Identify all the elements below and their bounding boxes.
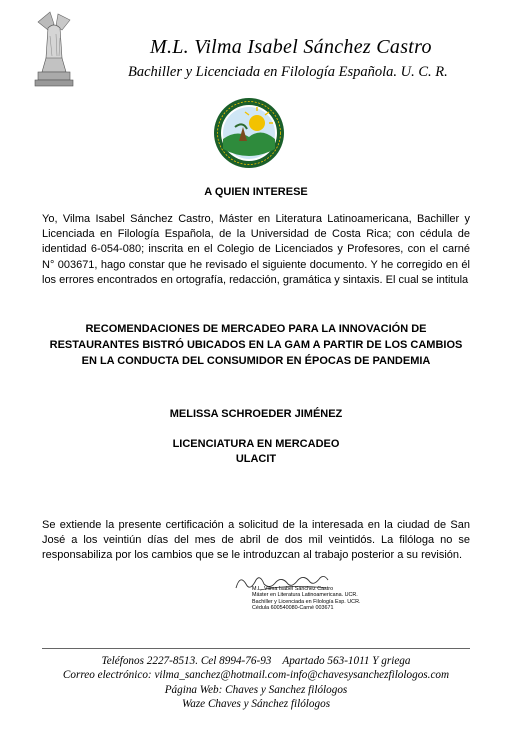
author-name: MELISSA SCHROEDER JIMÉNEZ xyxy=(169,408,343,420)
document-heading: A QUIEN INTERESE xyxy=(204,186,308,198)
winged-victory-statue-logo xyxy=(30,8,78,88)
university-seal-logo xyxy=(213,97,285,169)
certification-paragraph: Yo, Vilma Isabel Sánchez Castro, Máster en Literatura Latinoamericana, Bachiller y Licenciada en Filología Española, de la Universidad de Costa Rica; con cédula de identidad 6-054-080; inscrita en el Colegio de Licenciados y Profesores, con el carné N° 003671, hago constar que he revisado el siguiente documento. Y he corregido en él los errores encontrados en ortografía, redacción, gramática y sintaxis. El cual se intitula xyxy=(42,213,470,286)
letterhead-name: M.L. Vilma Isabel Sánchez Castro xyxy=(150,36,432,58)
signature-block xyxy=(252,586,360,612)
footer-divider xyxy=(42,648,470,649)
thesis-title: RECOMENDACIONES DE MERCADEO PARA LA INNOVACIÓN DE RESTAURANTES BISTRÓ UBICADOS EN LA GAM A PARTIR DE LOS CAMBIOS EN LA CONDUCTA DEL CONSUMIDOR EN ÉPOCAS DE PANDEMIA xyxy=(49,323,463,367)
signature-line-name: M.L. Vilma Isabel Sánchez Castro xyxy=(252,586,334,592)
footer-web: Página Web: Chaves y Sanchez filólogos xyxy=(164,683,348,696)
footer-phones: Teléfonos 2227-8513. Cel 8994-76-93 Apartado 563-1011 Y griega xyxy=(101,655,411,667)
degree-program: LICENCIATURA EN MERCADEO xyxy=(172,438,340,450)
closing-paragraph: Se extiende la presente certificación a solicitud de la interesada en la ciudad de San José a los veintiún días del mes de abril de dos mil veintidós. La filóloga no se responsabiliza por los cambios que se le introduzcan al trabajo posterior a su revisión. xyxy=(42,519,470,562)
degree-university: ULACIT xyxy=(235,453,277,465)
signature-line-master: Máster en Literatura Latinoamericana. UCR. xyxy=(252,592,358,599)
signature-line-bachelor: Bachiller y Licenciada en Filología Esp. UCR. xyxy=(252,598,361,605)
footer-waze: Waze Chaves y Sánchez filólogos xyxy=(181,697,331,710)
letterhead-title: Bachiller y Licenciada en Filología Española. U. C. R. xyxy=(128,64,448,80)
signature-line-id: Cédula 600540080-Carné 003671 xyxy=(252,605,334,612)
degree-block xyxy=(42,437,470,467)
footer-email: Correo electrónico: vilma_sanchez@hotmail.com-info@chavesysanchezfilologos.com xyxy=(62,669,450,682)
footer-contact xyxy=(0,654,512,711)
